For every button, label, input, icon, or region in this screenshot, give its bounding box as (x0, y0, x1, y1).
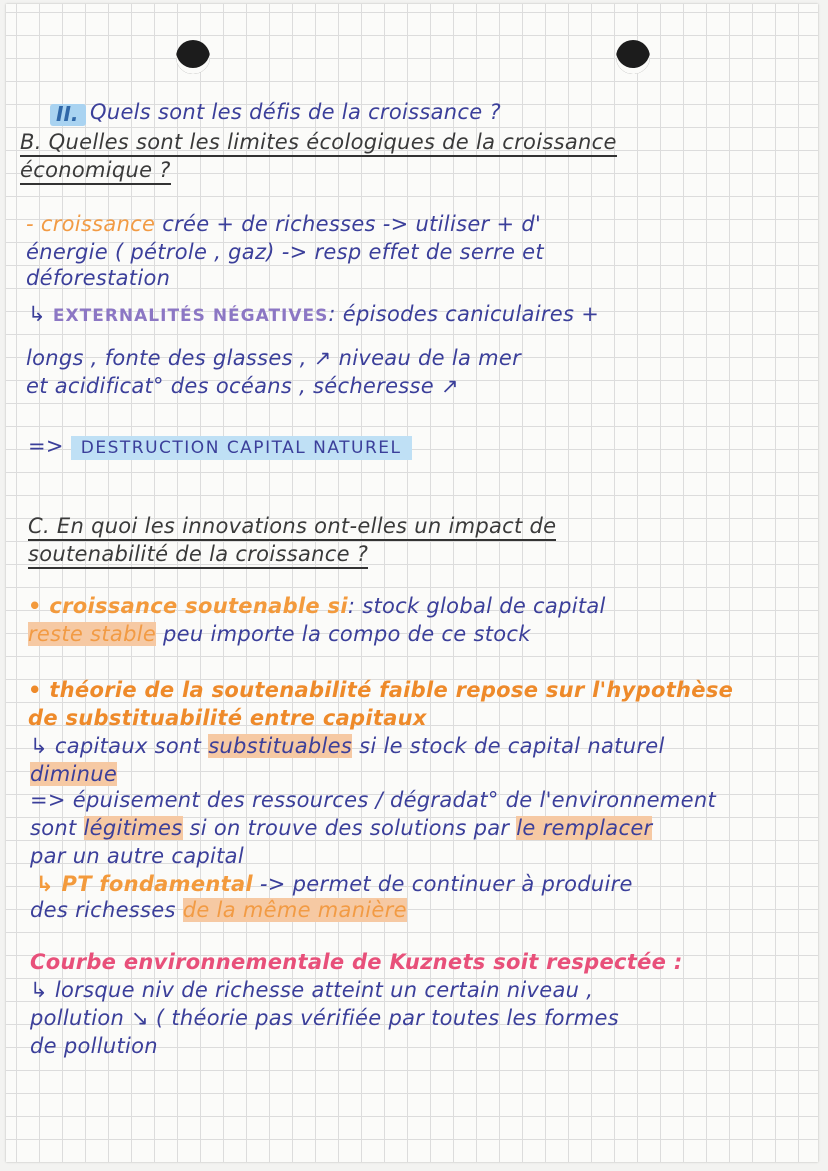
b-line-4: ↳ EXTERNALITÉS NÉGATIVES: épisodes caniculaires + (28, 302, 600, 326)
binder-hole-right (616, 40, 650, 74)
kuznets-line-2: pollution ↘ ( théorie pas vérifiée par toutes les formes (30, 1006, 619, 1030)
c-para-1b: reste stable peu importe la compo de ce stock (28, 622, 531, 646)
c-para-3b: diminue (30, 762, 118, 786)
notebook-page (6, 4, 818, 1162)
kuznets-title: Courbe environnementale de Kuznets soit respectée : (30, 950, 683, 974)
c-para-5b: des richesses de la même manière (30, 898, 407, 922)
c-para-3: ↳ capitaux sont substituables si le stock de capital naturel (30, 734, 665, 758)
section-ii-title: Quels sont les défis de la croissance ? (90, 100, 501, 124)
b-conclusion: => DESTRUCTION CAPITAL NATUREL (28, 432, 412, 462)
conclusion-highlight: DESTRUCTION CAPITAL NATUREL (71, 436, 412, 460)
c-para-4c: par un autre capital (30, 844, 244, 868)
b-line-5: longs , fonte des glasses , ↗ niveau de la mer (26, 346, 522, 370)
section-c-title: C. En quoi les innovations ont-elles un impact de (28, 512, 556, 540)
section-c-title-2: soutenabilité de la croissance ? (28, 540, 368, 568)
section-b-title: B. Quelles sont les limites écologiques de la croissance (20, 128, 617, 156)
c-para-4: => épuisement des ressources / dégradat° de l'environnement (30, 788, 716, 812)
c-para-4b: sont légitimes si on trouve des solutions par le remplacer (30, 816, 653, 840)
b-line-6: et acidificat° des océans , sécheresse ↗ (26, 374, 459, 398)
c-para-2: • théorie de la soutenabilité faible repose sur l'hypothèse (28, 678, 734, 702)
kuznets-line-1: ↳ lorsque niv de richesse atteint un certain niveau , (30, 978, 594, 1002)
b-line-2: énergie ( pétrole , gaz) -> resp effet de serre et (26, 240, 544, 264)
section-b-title-2: économique ? (20, 156, 171, 184)
b-line-1: - croissance crée + de richesses -> utiliser + d' (26, 212, 542, 236)
kuznets-line-3: de pollution (30, 1034, 158, 1058)
binder-hole-left (176, 40, 210, 74)
c-para-2b: de substituabilité entre capitaux (28, 706, 427, 730)
c-para-5: ↳ PT fondamental -> permet de continuer à produire (36, 872, 633, 896)
section-number: II. (56, 102, 79, 126)
b-line-3: déforestation (26, 266, 171, 290)
c-para-1: • croissance soutenable si: stock global de capital (28, 594, 606, 618)
